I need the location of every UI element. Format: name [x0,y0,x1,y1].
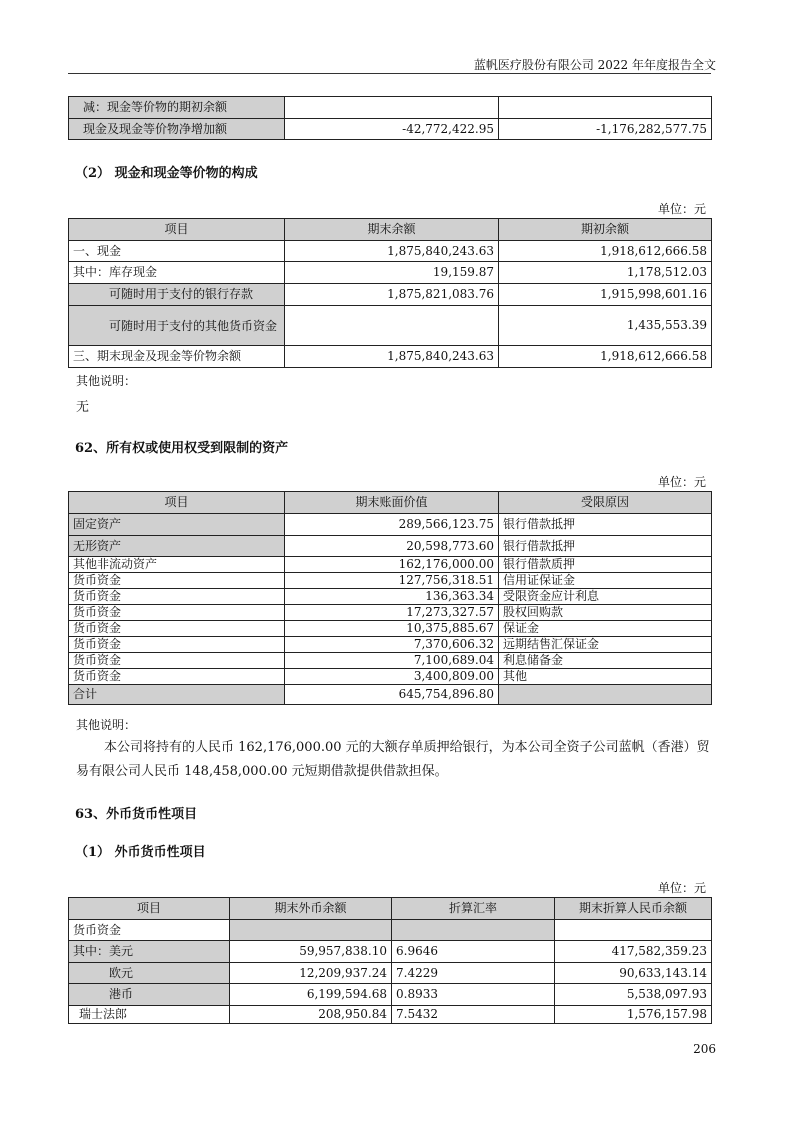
section-title: 63、外币货币性项目 [75,807,198,822]
unit-label: 单位：元 [657,881,706,895]
table-row: 货币资金 136,363.34 受限资金应计利息 [69,589,712,605]
header-rule [68,73,711,74]
note-label: 其他说明： [76,718,137,732]
table-row: 货币资金 [69,920,712,941]
cash-flow-table [68,96,712,140]
table-header: 项目 期末外币余额 折算汇率 期末折算人民币余额 [69,898,712,920]
table-row: 可随时用于支付的银行存款 1,875,821,083.76 1,915,998,601.16 [69,284,712,306]
table-row: 货币资金 127,756,318.51 信用证保证金 [69,573,712,589]
table-row: 三、期末现金及现金等价物余额 1,875,840,243.63 1,918,612,666.58 [69,346,712,368]
table-row: 货币资金 17,273,327.57 股权回购款 [69,605,712,621]
table-header: 项目 期末余额 期初余额 [69,219,712,241]
section-title: 62、所有权或使用权受到限制的资产 [75,441,289,456]
note-text: 无 [76,400,90,415]
table-row: 无形资产 20,598,773.60 银行借款抵押 [69,536,712,557]
table-row: 货币资金 3,400,809.00 其他 [69,669,712,685]
table-row: 其他非流动资产 162,176,000.00 银行借款质押 [69,557,712,573]
table-row: 货币资金 10,375,885.67 保证金 [69,621,712,637]
unit-label: 单位：元 [657,475,706,489]
table-header: 项目 期末账面价值 受限原因 [69,492,712,514]
table-row: 固定资产 289,566,123.75 银行借款抵押 [69,514,712,536]
cash-composition-table [68,218,712,368]
table-row: 瑞士法郎 208,950.84 7.5432 1,576,157.98 [69,1006,712,1024]
table-row: 其中：库存现金 19,159.87 1,178,512.03 [69,262,712,284]
table-row: 货币资金 7,100,689.04 利息储备金 [69,653,712,669]
table-row: 港币 6,199,594.68 0.8933 5,538,097.93 [69,984,712,1006]
restricted-assets-table [68,491,712,705]
table-row: 现金及现金等价物净增加额 -42,772,422.95 -1,176,282,577.75 [69,119,712,140]
unit-label: 单位：元 [657,202,706,216]
note-text: 本公司将持有的人民币 162,176,000.00 元的大额存单质押给银行，为本公司全资子公司蓝帆（香港）贸易有限公司人民币 148,458,000.00 元短期借款提供借款担保。 [76,740,710,779]
note-label: 其他说明： [76,374,137,388]
table-row: 欧元 12,209,937.24 7.4229 90,633,143.14 [69,963,712,984]
table-row: 合计 645,754,896.80 [69,685,712,705]
section-title: （2） 现金和现金等价物的构成 [75,166,258,181]
table-row: 减：现金等价物的期初余额 [69,97,712,119]
page-number: 206 [693,1042,716,1056]
foreign-currency-table [68,897,712,1024]
running-header: 蓝帆医疗股份有限公司 2022 年年度报告全文 [473,58,716,72]
table-row: 可随时用于支付的其他货币资金 1,435,553.39 [69,306,712,346]
table-row: 其中：美元 59,957,838.10 6.9646 417,582,359.23 [69,941,712,963]
table-row: 货币资金 7,370,606.32 远期结售汇保证金 [69,637,712,653]
subsection-title: （1） 外币货币性项目 [75,845,206,860]
table-row: 一、现金 1,875,840,243.63 1,918,612,666.58 [69,241,712,262]
